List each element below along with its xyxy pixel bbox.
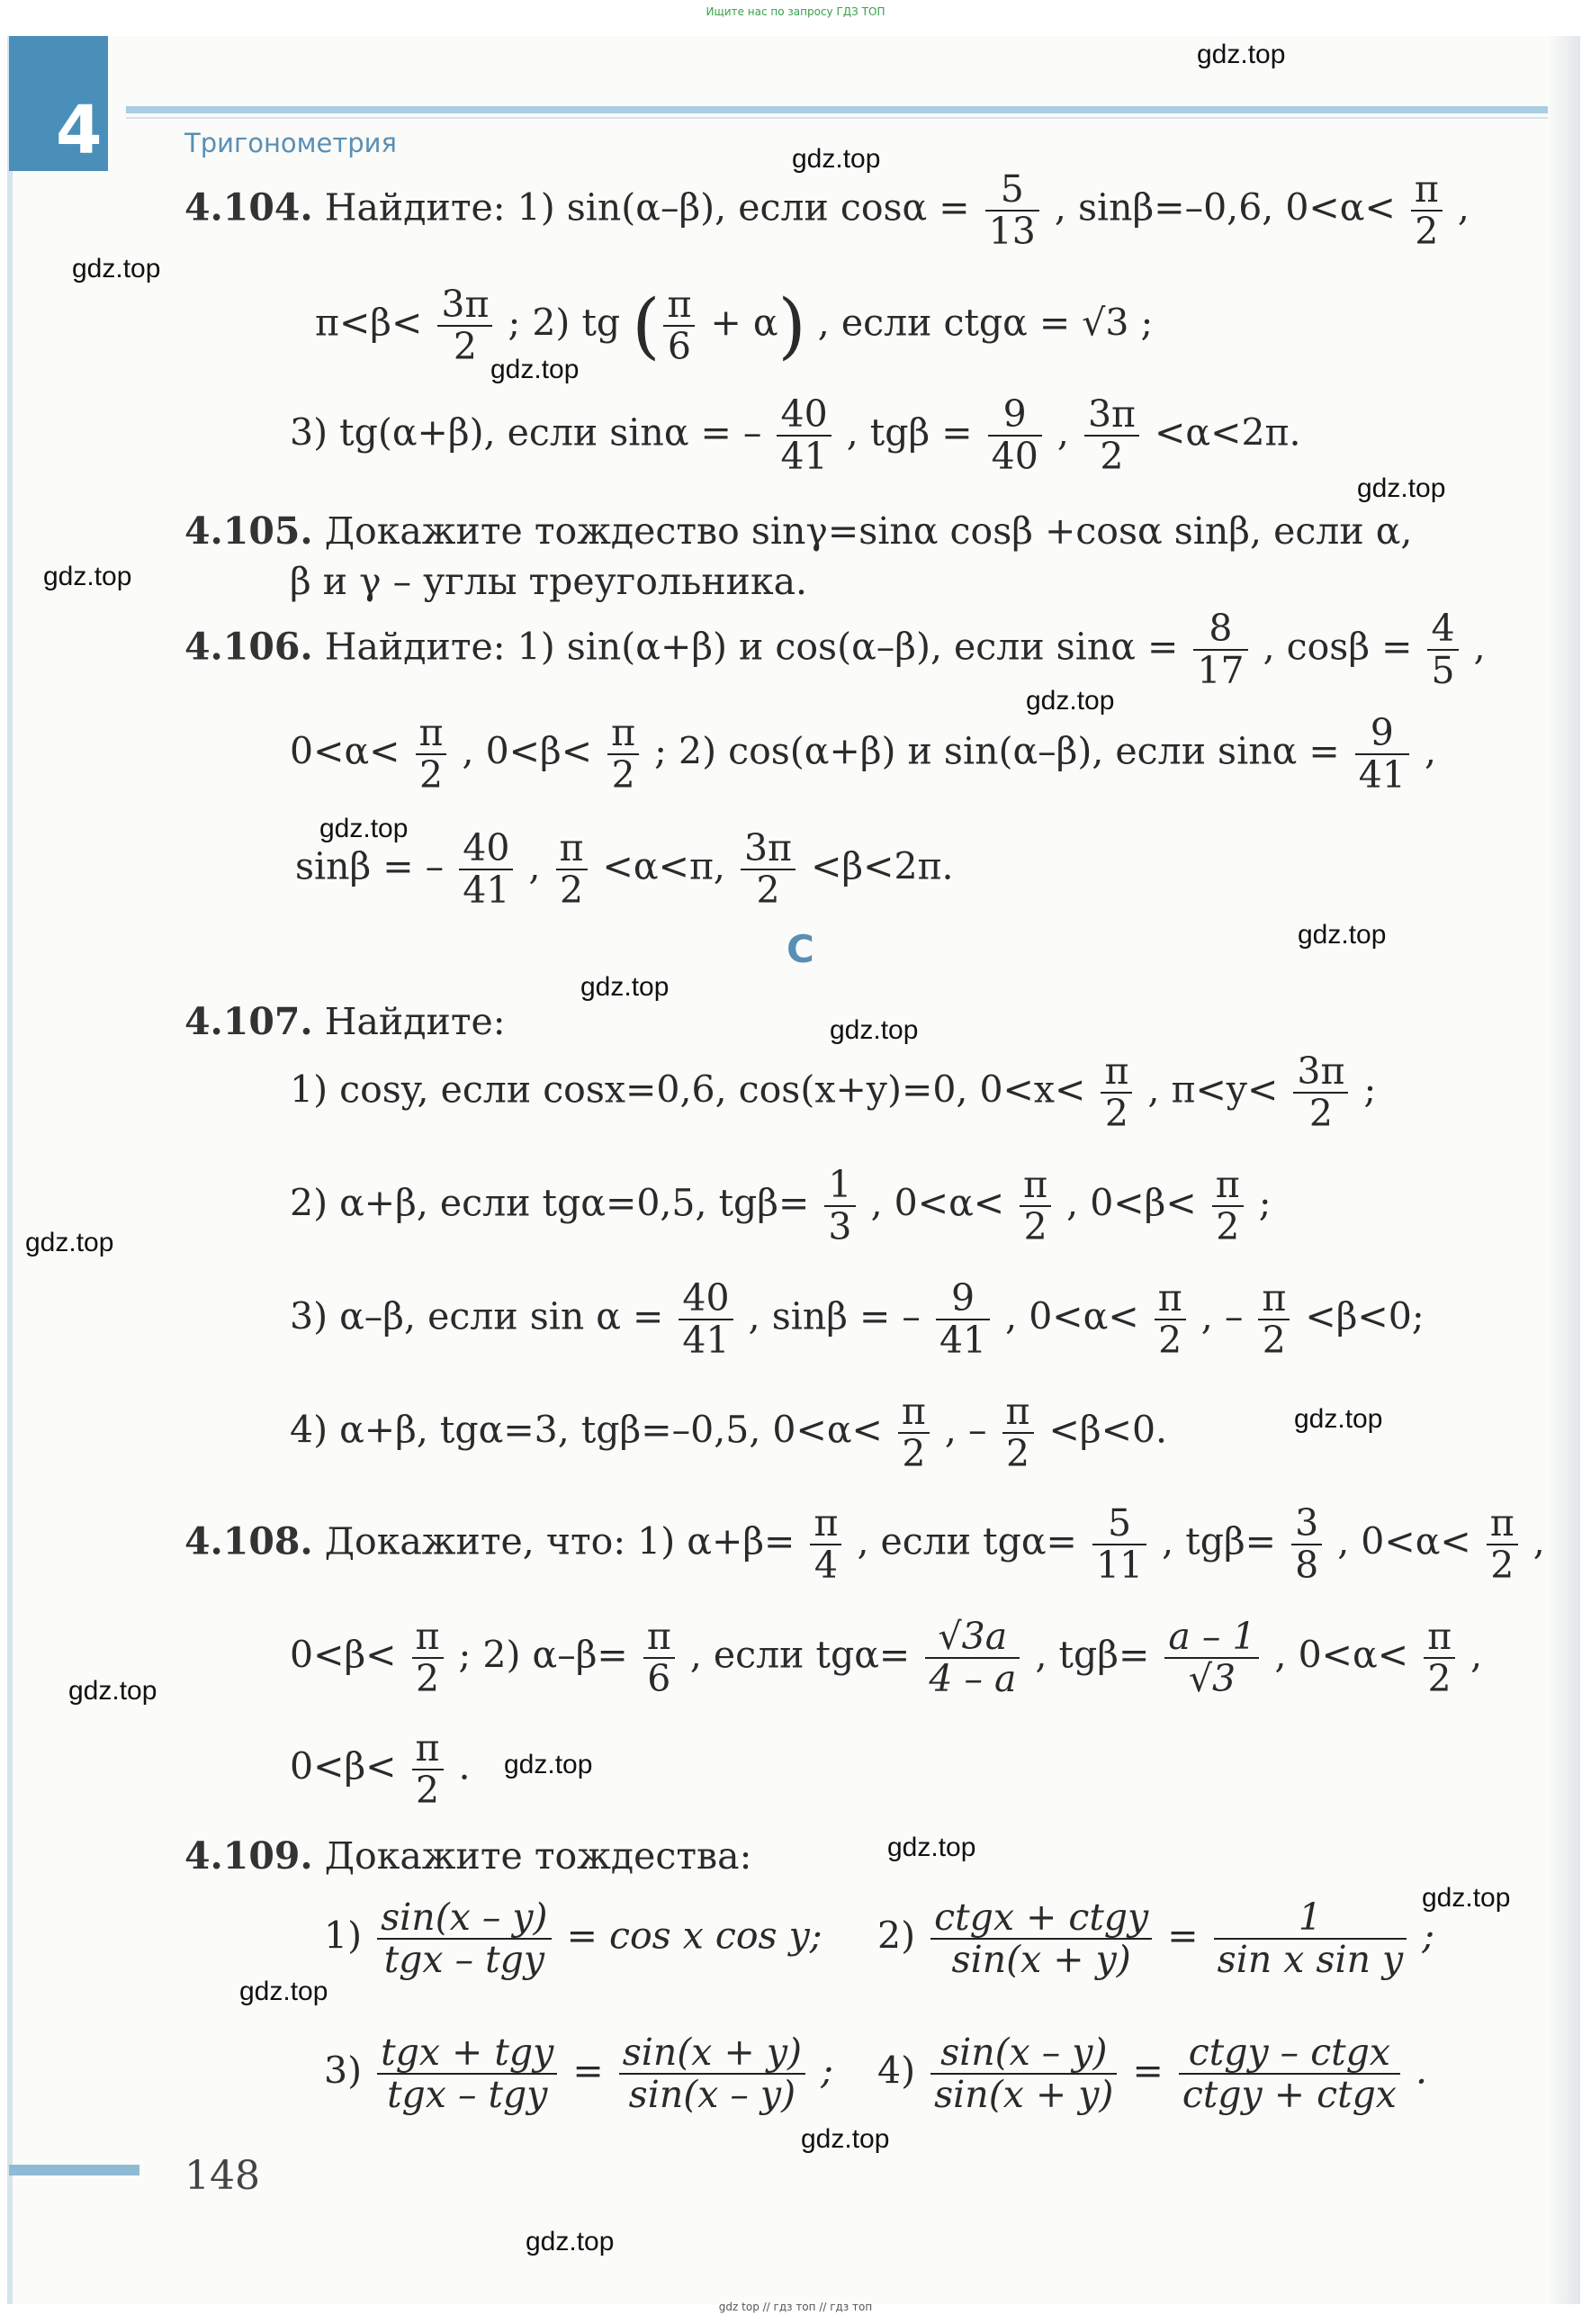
item-label: 1) xyxy=(324,1914,363,1958)
denominator: 41 xyxy=(939,1319,987,1362)
denominator: 2 xyxy=(902,1432,926,1475)
text: , sinβ=–0,6, 0<α< xyxy=(1054,185,1396,230)
problem-4-104-line-2 xyxy=(315,283,1154,368)
fraction xyxy=(643,1615,675,1700)
text: β и γ – углы треугольника. xyxy=(290,560,808,603)
text: <β<2π. xyxy=(811,844,954,888)
fraction xyxy=(412,1615,444,1700)
text: , если tgα= xyxy=(689,1633,911,1677)
text: + α xyxy=(710,301,778,345)
denominator: sin(x – y) xyxy=(628,2073,796,2116)
header-rule-thin xyxy=(126,117,1548,119)
numerator: sin(x – y) xyxy=(930,2034,1117,2075)
text: 0<β< xyxy=(290,1744,397,1788)
denominator: 17 xyxy=(1197,649,1245,692)
denominator: 2 xyxy=(415,1657,440,1700)
denominator: 2 xyxy=(559,869,584,912)
problem-4-107-item-3 xyxy=(290,1276,1425,1362)
denominator: 6 xyxy=(667,325,691,368)
denominator: 41 xyxy=(682,1319,730,1362)
numerator: 40 xyxy=(679,1280,733,1320)
fraction xyxy=(663,283,695,368)
numerator: ctgx + ctgy xyxy=(930,1899,1152,1940)
problem-4-104-line-1 xyxy=(184,167,1470,253)
text: 3) α–β, если sin α = xyxy=(290,1294,664,1338)
numerator: a – 1 xyxy=(1164,1618,1259,1659)
numerator: sin(x – y) xyxy=(377,1899,551,1940)
numerator: π xyxy=(416,715,447,755)
text: , 0<α< xyxy=(1337,1519,1471,1563)
text: ; xyxy=(1258,1181,1272,1225)
text: , 0<β< xyxy=(462,729,593,773)
fraction xyxy=(556,826,588,912)
denominator: 2 xyxy=(1100,435,1124,478)
text: Докажите тождество sinγ=sinα cosβ +cosα sinβ, если α, xyxy=(324,509,1413,553)
denominator: 2 xyxy=(611,753,635,797)
text: , sinβ = – xyxy=(748,1294,921,1338)
text: , π<y< xyxy=(1147,1067,1279,1112)
top-note: Ищите нас по запросу ГДЗ ТОП xyxy=(706,5,885,18)
fraction xyxy=(416,711,447,797)
text: , xyxy=(1056,410,1069,455)
text: , cosβ = xyxy=(1263,625,1413,669)
identity-1 xyxy=(324,1896,822,1981)
denominator: sin x sin y xyxy=(1217,1938,1404,1981)
numerator: 4 xyxy=(1427,610,1458,651)
text: <α<π, xyxy=(602,844,725,888)
text: , xyxy=(1470,1633,1483,1677)
watermark: gdz.top xyxy=(504,1750,593,1779)
denominator: 2 xyxy=(1216,1205,1240,1248)
fraction xyxy=(1411,167,1443,253)
denominator: 2 xyxy=(1490,1544,1515,1587)
watermark: gdz.top xyxy=(1357,473,1446,503)
text: 1) cosy, если cosx=0,6, cos(x+y)=0, 0<x< xyxy=(290,1067,1086,1112)
numerator: 3π xyxy=(1084,396,1139,437)
text: ; xyxy=(1422,1914,1435,1958)
header-rule xyxy=(126,106,1548,113)
fraction xyxy=(777,392,831,478)
fraction xyxy=(1084,392,1139,478)
text: ; 2) α–β= xyxy=(458,1633,628,1677)
page-number: 148 xyxy=(184,2153,260,2199)
text: , xyxy=(1473,625,1486,669)
fraction xyxy=(1092,1501,1146,1587)
text: Найдите: 1) sin(α–β), если cosα = xyxy=(324,185,970,230)
page-left-edge xyxy=(7,36,13,2304)
problem-number: 4.105. xyxy=(184,509,313,553)
denominator: 13 xyxy=(988,210,1036,253)
chapter-title: Тригонометрия xyxy=(184,128,397,158)
watermark: gdz.top xyxy=(25,1228,114,1257)
fraction xyxy=(824,1163,855,1248)
fraction xyxy=(1020,1163,1051,1248)
problem-4-104-line-3 xyxy=(290,392,1301,478)
page-right-edge xyxy=(1548,36,1580,2304)
fraction xyxy=(459,826,513,912)
denominator: 2 xyxy=(453,325,477,368)
numerator: 40 xyxy=(459,830,513,870)
numerator: ctgy – ctgx xyxy=(1179,2034,1400,2075)
problem-4-107-item-2 xyxy=(290,1163,1272,1248)
denominator: 4 – a xyxy=(929,1657,1017,1700)
numerator: 5 xyxy=(985,171,1039,212)
text: , 0<α< xyxy=(870,1181,1005,1225)
problem-number: 4.108. xyxy=(184,1519,313,1563)
text: 3) tg(α+β), если sinα = – xyxy=(290,410,762,455)
text: , – xyxy=(944,1408,987,1452)
text: ; xyxy=(1363,1067,1377,1112)
denominator: 4 xyxy=(813,1544,838,1587)
denominator: 11 xyxy=(1095,1544,1144,1587)
watermark: gdz.top xyxy=(1294,1404,1383,1434)
fraction xyxy=(1212,1163,1244,1248)
problem-4-106-line-2 xyxy=(290,711,1436,797)
numerator: 3 xyxy=(1291,1505,1322,1545)
denominator: 2 xyxy=(1005,1432,1030,1475)
watermark: gdz.top xyxy=(887,1833,976,1862)
denominator: 8 xyxy=(1295,1544,1319,1587)
problem-number: 4.107. xyxy=(184,1000,313,1043)
text: 2) α+β, если tgα=0,5, tgβ= xyxy=(290,1181,810,1225)
fraction xyxy=(1101,1049,1132,1135)
text: = xyxy=(1167,1914,1199,1958)
numerator: π xyxy=(1424,1618,1455,1659)
numerator: π xyxy=(1212,1167,1244,1207)
numerator: 3π xyxy=(741,830,796,870)
denominator: 2 xyxy=(1158,1319,1182,1362)
text: ; 2) cos(α+β) и sin(α–β), если sinα = xyxy=(654,729,1340,773)
numerator: π xyxy=(412,1730,444,1770)
denominator: 41 xyxy=(780,435,828,478)
item-label: 3) xyxy=(324,2049,363,2093)
fraction xyxy=(437,283,492,368)
watermark: gdz.top xyxy=(792,144,881,174)
problem-number: 4.106. xyxy=(184,625,313,669)
numerator: π xyxy=(1411,171,1443,212)
numerator: π xyxy=(1101,1053,1132,1094)
numerator: π xyxy=(1487,1505,1518,1545)
fraction xyxy=(936,1276,990,1362)
text: , 0<β< xyxy=(1066,1181,1197,1225)
watermark: gdz.top xyxy=(580,972,670,1002)
text: 0<β< xyxy=(290,1633,397,1677)
numerator: π xyxy=(663,286,695,327)
denominator: tgx – tgy xyxy=(383,1938,544,1981)
footer-bar xyxy=(9,2165,139,2175)
denominator: √3 xyxy=(1188,1657,1236,1700)
problem-4-109-title xyxy=(184,1834,752,1878)
numerator: π xyxy=(556,830,588,870)
fraction xyxy=(412,1726,444,1812)
text: <β<0. xyxy=(1048,1408,1168,1452)
fraction xyxy=(1424,1615,1455,1700)
numerator: 9 xyxy=(988,396,1042,437)
denominator: 5 xyxy=(1431,649,1455,692)
identity-4 xyxy=(877,2031,1428,2116)
watermark: gdz.top xyxy=(1197,40,1286,69)
fraction xyxy=(898,1390,930,1475)
watermark: gdz.top xyxy=(490,355,580,384)
text: , если ctgα = √3 ; xyxy=(817,301,1154,345)
watermark: gdz.top xyxy=(830,1015,919,1045)
fraction xyxy=(619,2031,805,2116)
problem-4-107-title xyxy=(184,1000,506,1043)
numerator: 1 xyxy=(1214,1899,1407,1940)
watermark: gdz.top xyxy=(68,1676,157,1706)
text: <β<0; xyxy=(1305,1294,1425,1338)
text: Докажите, что: 1) α+β= xyxy=(324,1519,796,1563)
watermark: gdz.top xyxy=(1422,1883,1511,1913)
numerator: 3π xyxy=(437,286,492,327)
item-label: 2) xyxy=(877,1914,916,1958)
text: , tgβ= xyxy=(1035,1633,1150,1677)
watermark: gdz.top xyxy=(1026,686,1115,716)
identity-2 xyxy=(877,1896,1435,1981)
numerator: 3π xyxy=(1293,1053,1348,1094)
numerator: 9 xyxy=(936,1280,990,1320)
numerator: π xyxy=(1258,1280,1290,1320)
text: Найдите: xyxy=(324,1000,506,1043)
item-label: 4) xyxy=(877,2049,916,2093)
numerator: 5 xyxy=(1092,1505,1146,1545)
text: ; 2) tg xyxy=(508,301,621,345)
denominator: 6 xyxy=(647,1657,671,1700)
numerator: tgx + tgy xyxy=(377,2034,557,2075)
text: , 0<α< xyxy=(1274,1633,1409,1677)
text: Докажите тождества: xyxy=(324,1834,752,1878)
numerator: π xyxy=(1155,1280,1186,1320)
problem-number: 4.109. xyxy=(184,1834,313,1878)
fraction xyxy=(377,2031,557,2116)
watermark: gdz.top xyxy=(801,2124,890,2154)
problem-number: 4.104. xyxy=(184,185,313,230)
denominator: tgx – tgy xyxy=(387,2073,548,2116)
fraction xyxy=(988,392,1042,478)
text: . xyxy=(458,1744,471,1788)
numerator: π xyxy=(810,1505,841,1545)
problem-4-107-item-4 xyxy=(290,1390,1168,1475)
text: 0<α< xyxy=(290,729,400,773)
chapter-number: 4 xyxy=(56,92,103,169)
identity-3 xyxy=(324,2031,833,2116)
text: , xyxy=(528,844,541,888)
numerator: 40 xyxy=(777,396,831,437)
watermark: gdz.top xyxy=(43,562,132,591)
watermark: gdz.top xyxy=(72,254,161,284)
denominator: 2 xyxy=(1262,1319,1286,1362)
text: Найдите: 1) sin(α+β) и cos(α–β), если sinα = xyxy=(324,625,1179,669)
numerator: π xyxy=(898,1393,930,1434)
denominator: 41 xyxy=(463,869,510,912)
fraction xyxy=(930,2031,1117,2116)
denominator: 2 xyxy=(1427,1657,1452,1700)
fraction xyxy=(1291,1501,1322,1587)
watermark: gdz.top xyxy=(526,2227,615,2256)
fraction xyxy=(1164,1615,1259,1700)
denominator: 2 xyxy=(415,1769,440,1812)
fraction xyxy=(1193,607,1247,692)
denominator: 2 xyxy=(418,753,444,797)
paren-close: ) xyxy=(778,284,806,367)
paren-open: ( xyxy=(632,284,661,367)
text: ; xyxy=(821,2049,833,2093)
denominator: 2 xyxy=(1308,1092,1333,1135)
fraction xyxy=(607,711,639,797)
text: sinβ = – xyxy=(295,844,445,888)
bottom-note: gdz top // гдз топ // гдз топ xyxy=(718,2301,873,2313)
fraction xyxy=(1487,1501,1518,1587)
text: , tgβ = xyxy=(846,410,973,455)
numerator: π xyxy=(643,1618,675,1659)
fraction xyxy=(810,1501,841,1587)
text: , xyxy=(1424,729,1436,773)
denominator: sin(x + y) xyxy=(934,2073,1114,2116)
watermark: gdz.top xyxy=(319,814,409,843)
numerator: π xyxy=(607,715,639,755)
text: , xyxy=(1533,1519,1545,1563)
denominator: ctgy + ctgx xyxy=(1182,2073,1397,2116)
denominator: sin(x + y) xyxy=(951,1938,1131,1981)
denominator: 41 xyxy=(1358,753,1406,797)
fraction xyxy=(1258,1276,1290,1362)
fraction xyxy=(1427,607,1458,692)
text: = xyxy=(1132,2049,1164,2093)
numerator: 1 xyxy=(824,1167,855,1207)
fraction xyxy=(1355,711,1409,797)
numerator: 9 xyxy=(1355,715,1409,755)
fraction xyxy=(1214,1896,1407,1981)
text: , 0<α< xyxy=(1005,1294,1139,1338)
problem-4-108-line-3 xyxy=(290,1726,471,1812)
text: , tgβ= xyxy=(1162,1519,1277,1563)
numerator: π xyxy=(412,1618,444,1659)
text: = cos x cos y; xyxy=(566,1914,822,1958)
text: π<β< xyxy=(315,301,423,345)
fraction xyxy=(377,1896,551,1981)
denominator: 2 xyxy=(1023,1205,1047,1248)
numerator: π xyxy=(1002,1393,1034,1434)
problem-4-105-line-2 xyxy=(290,560,808,603)
denominator: 40 xyxy=(991,435,1038,478)
numerator: sin(x + y) xyxy=(619,2034,805,2075)
text: , xyxy=(1457,185,1470,230)
watermark: gdz.top xyxy=(239,1977,328,2006)
text: . xyxy=(1415,2049,1428,2093)
denominator: 2 xyxy=(1415,210,1439,253)
denominator: 2 xyxy=(756,869,780,912)
text: 4) α+β, tgα=3, tgβ=–0,5, 0<α< xyxy=(290,1408,883,1452)
denominator: 3 xyxy=(828,1205,852,1248)
numerator: π xyxy=(1020,1167,1051,1207)
fraction xyxy=(930,1896,1152,1981)
fraction xyxy=(741,826,796,912)
problem-4-105-line-1 xyxy=(184,509,1413,553)
problem-4-107-item-1 xyxy=(290,1049,1377,1135)
text: , если tgα= xyxy=(857,1519,1077,1563)
problem-4-106-line-1 xyxy=(184,607,1486,692)
problem-4-108-line-1 xyxy=(184,1501,1545,1587)
denominator: 2 xyxy=(1104,1092,1128,1135)
numerator: 8 xyxy=(1193,610,1247,651)
text: = xyxy=(572,2049,604,2093)
text: , – xyxy=(1200,1294,1244,1338)
fraction xyxy=(985,167,1039,253)
fraction xyxy=(1293,1049,1348,1135)
text: <α<2π. xyxy=(1155,410,1301,455)
numerator: √3a xyxy=(925,1618,1020,1659)
watermark: gdz.top xyxy=(1298,920,1387,950)
section-label: C xyxy=(787,927,814,971)
fraction xyxy=(1179,2031,1400,2116)
fraction xyxy=(1002,1390,1034,1475)
fraction xyxy=(679,1276,733,1362)
fraction xyxy=(925,1615,1020,1700)
problem-4-108-line-2 xyxy=(290,1615,1483,1700)
fraction xyxy=(1155,1276,1186,1362)
